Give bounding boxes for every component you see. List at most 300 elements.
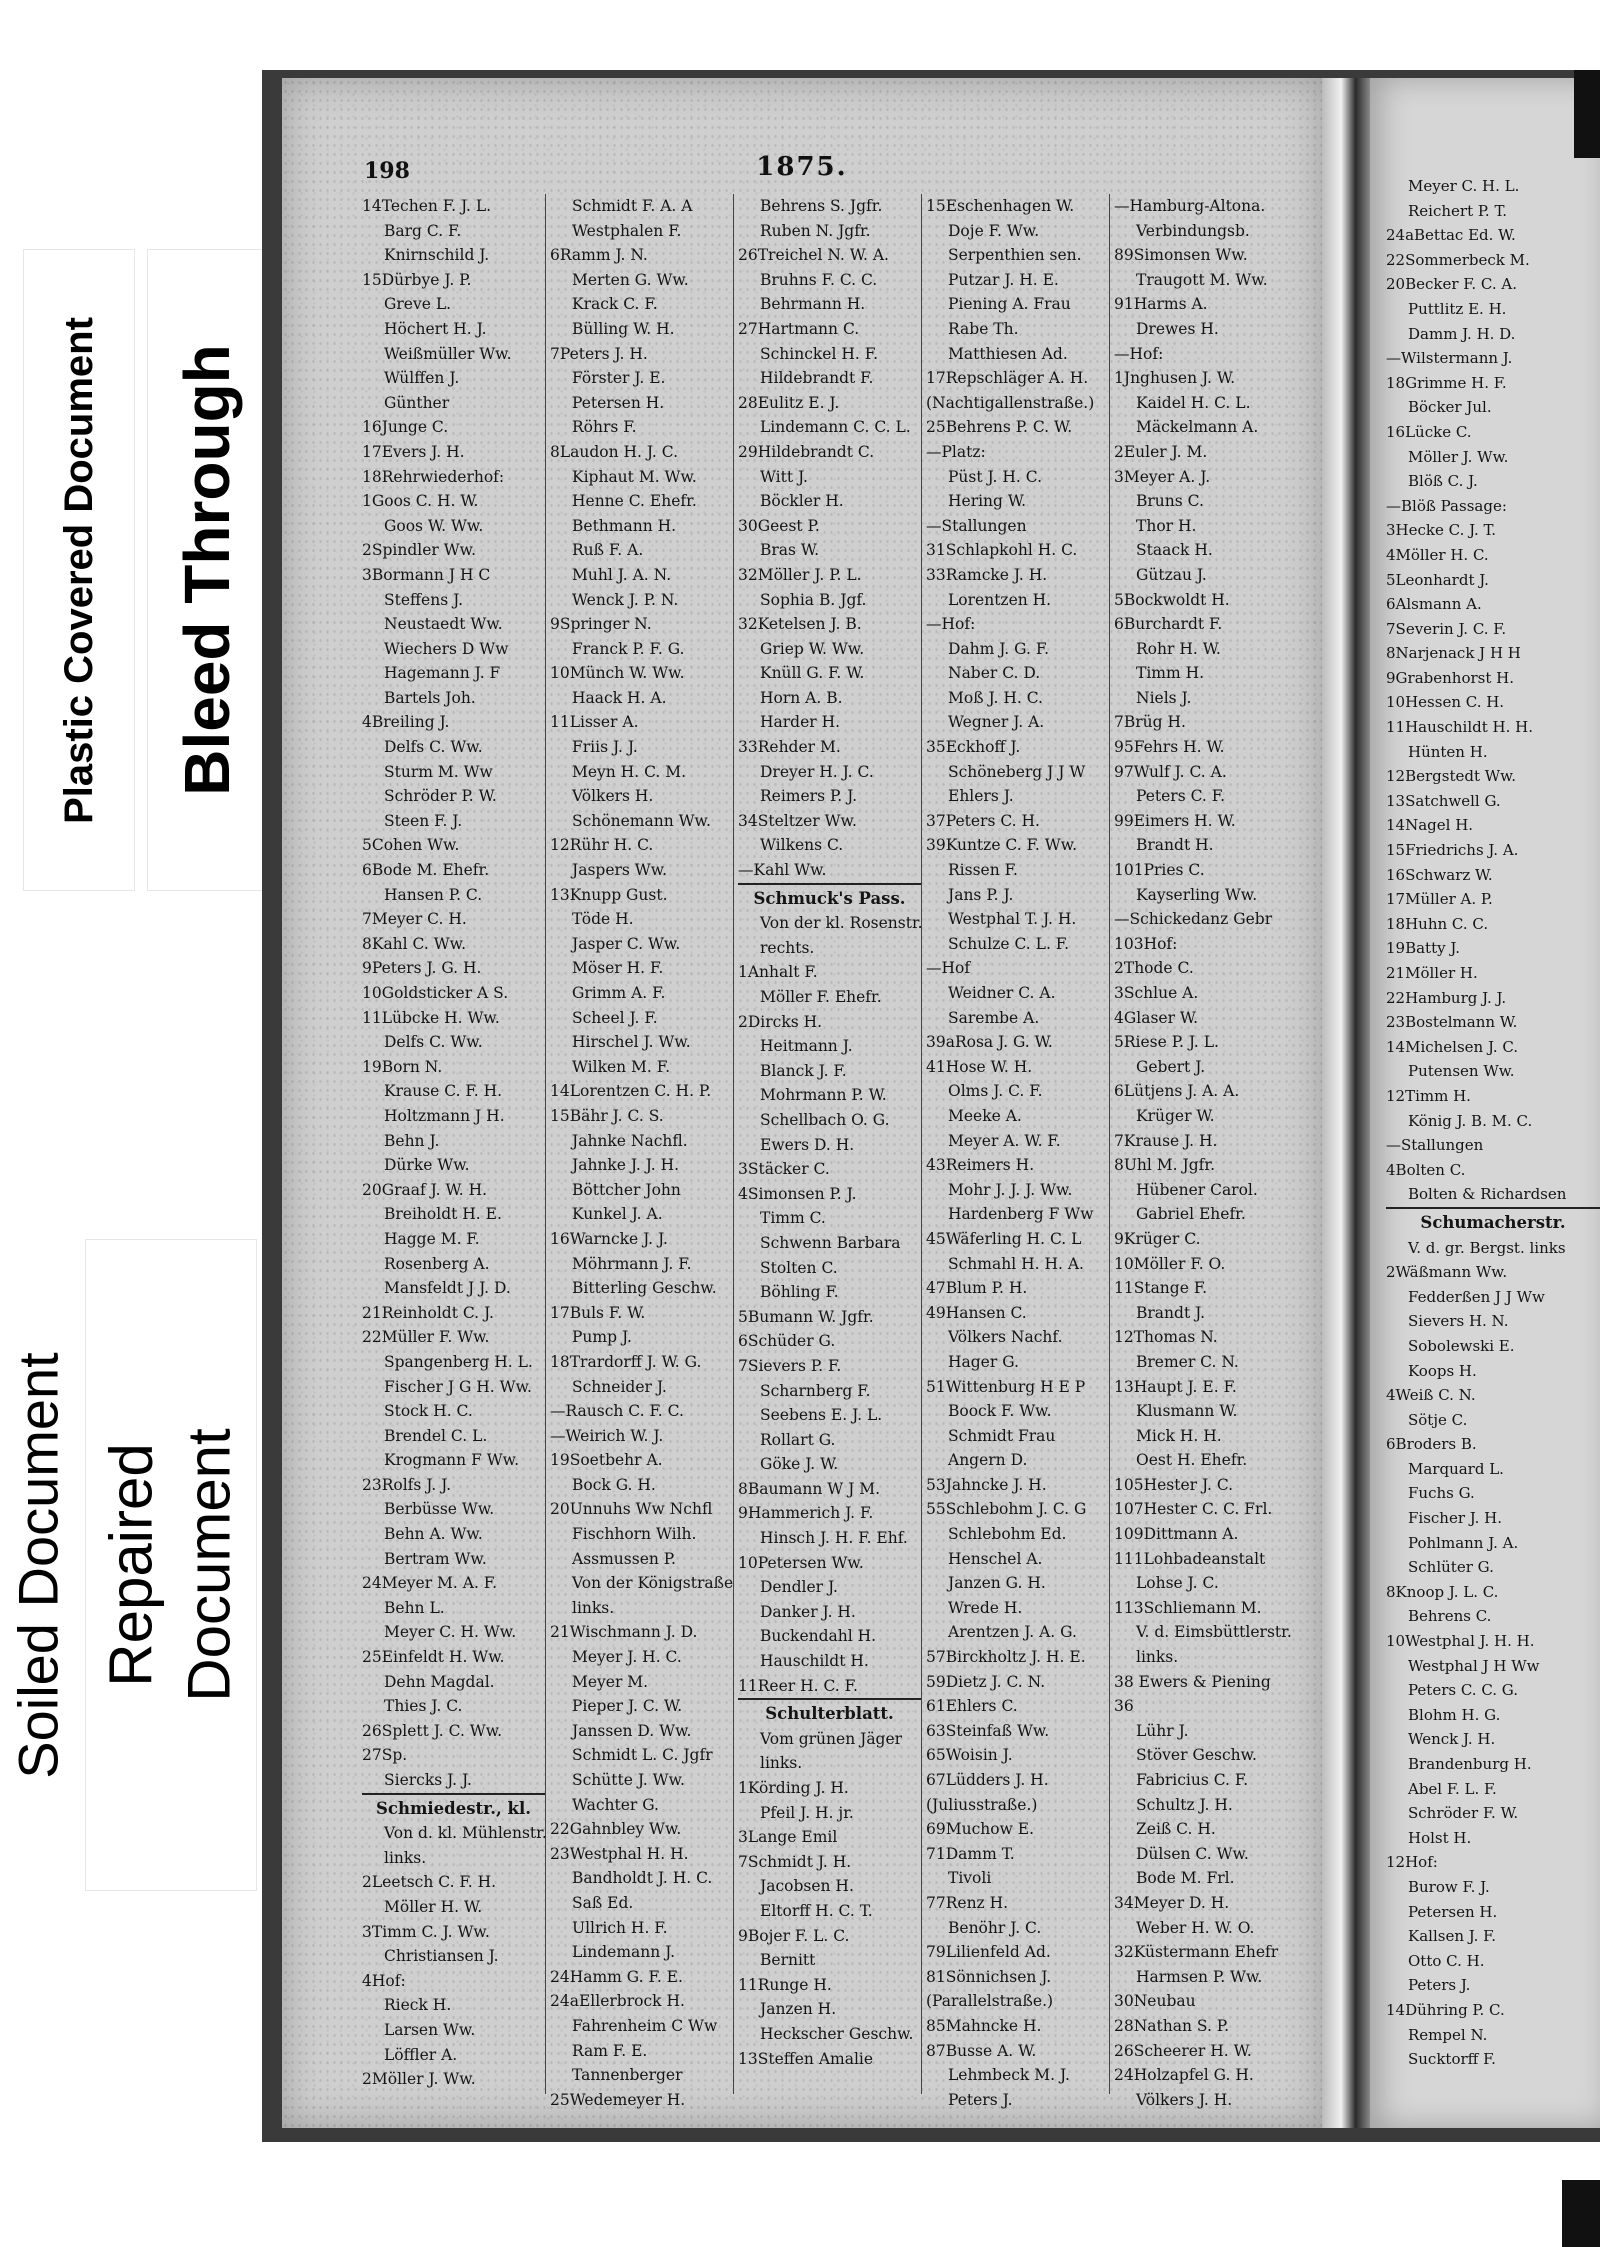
directory-entry: Rosenberg A. [384,1254,490,1273]
directory-entry: Kayserling Ww. [1136,885,1258,904]
directory-entry: 7Peters J. H. [550,344,648,363]
directory-entry: 3Meyer A. J. [1114,467,1211,486]
directory-column-5 [1114,194,1314,2109]
directory-entry: Hünten H. [1408,742,1488,761]
street-heading: Schmiedestr., kl. [362,1793,545,1822]
directory-entry: Bartels Joh. [384,688,476,707]
directory-entry: Fischhorn Wilh. [572,1525,697,1544]
directory-entry: 26Treichel N. W. A. [738,246,889,265]
directory-entry: Krogmann F Ww. [384,1451,520,1470]
directory-entry: 13Knupp Gust. [550,885,668,904]
directory-entry: Naber C. D. [948,664,1041,683]
directory-column-3 [738,194,922,2094]
directory-entry: Delfs C. Ww. [384,1033,483,1052]
directory-entry: —Hamburg-Altona. [1114,197,1266,215]
directory-entry: 97Wulf J. C. A. [1114,762,1227,781]
directory-entry: 25Behrens P. C. W. [926,418,1073,437]
directory-entry: 16Junge C. [362,418,449,437]
directory-entry: Puttlitz E. H. [1408,299,1507,318]
soiled-document-label [0,1240,76,1890]
directory-entry: Heckscher Geschw. [760,2024,914,2043]
directory-entry: Wülffen J. [384,369,460,388]
directory-entry: Fahrenheim C Ww [572,2016,718,2035]
directory-entry: Buckendahl H. [760,1627,877,1646]
directory-entry: Lorentzen H. [948,590,1052,609]
directory-entry: Griep W. Ww. [760,639,865,658]
directory-entry: Bethmann H. [572,516,677,535]
directory-entry: rechts. [760,938,815,957]
directory-entry: Grimm A. F. [572,984,666,1002]
directory-entry: Arentzen J. A. G. [948,1623,1077,1642]
directory-entry: 71Damm T. [926,1844,1015,1863]
directory-entry: 11Runge H. [738,1975,832,1994]
directory-entry: Henschel A. [948,1549,1043,1568]
directory-entry: Schröder P. W. [384,787,497,806]
directory-entry: Damm J. H. D. [1408,324,1516,343]
directory-entry: Göke J. W. [760,1455,839,1474]
directory-entry: Kaidel H. C. L. [1136,393,1251,412]
directory-entry: 61Ehlers C. [926,1697,1018,1716]
directory-entry: Peters C. C. G. [1408,1681,1519,1700]
directory-entry: 5Leonhardt J. [1386,570,1489,589]
directory-entry: 9Grabenhorst H. [1386,668,1514,687]
directory-entry: 3Timm C. J. Ww. [362,1922,490,1941]
directory-entry: 14Lorentzen C. H. P. [550,1082,712,1101]
directory-entry: Sobolewski E. [1408,1336,1515,1355]
directory-entry: Meyer A. W. F. [948,1131,1061,1150]
directory-entry: Bruhns F. C. C. [760,270,878,289]
directory-entry: 8Knoop J. L. C. [1386,1582,1499,1601]
directory-entry: Lindemann J. [572,1943,676,1962]
directory-entry: 65Woisin J. [926,1746,1013,1765]
page-year: 1875. [756,152,848,182]
directory-entry: Schmidt Frau [948,1426,1056,1445]
directory-entry: Drewes H. [1136,319,1219,338]
street-heading: Schulterblatt. [738,1698,921,1727]
street-heading: Schmuck's Pass. [738,883,921,912]
directory-entry: Brandt J. [1136,1303,1206,1322]
directory-entry: 3Hecke C. J. T. [1386,521,1497,540]
directory-entry: Böhling F. [760,1283,839,1302]
directory-entry: Lohse J. C. [1136,1574,1219,1593]
directory-entry: Ruben N. Jgfr. [760,221,871,240]
directory-entry: Wenck J. P. N. [572,590,679,609]
directory-entry: Bandholdt J. H. C. [572,1869,713,1888]
directory-entry: Berbüsse Ww. [384,1500,495,1519]
directory-entry: Janssen D. Ww. [572,1721,692,1740]
directory-entry: 7Sievers P. F. [738,1356,842,1375]
directory-entry: Reichert P. T. [1408,201,1508,220]
directory-entry: —Hof: [1114,344,1164,363]
directory-entry: —Wilstermann J. [1386,349,1513,368]
directory-entry: Kunkel J. A. [572,1205,663,1224]
directory-entry: Völkers Nachf. [948,1328,1063,1347]
directory-entry: Von d. kl. Mühlenstr. [384,1824,547,1843]
directory-entry: 20Graaf J. W. H. [362,1180,488,1199]
directory-entry: —Rausch C. F. C. [550,1402,684,1421]
directory-entry: (Nachtigallenstraße.) [926,393,1095,412]
directory-entry: Fedderßen J J Ww [1408,1287,1545,1306]
directory-entry: 15Friedrichs J. A. [1386,841,1519,860]
directory-entry: Rohr H. W. [1136,639,1221,658]
directory-entry: Mohrmann P. W. [760,1086,887,1105]
directory-entry: 6Alsmann A. [1386,595,1482,614]
directory-entry: 18Trardorff J. W. G. [550,1352,702,1371]
directory-entry: Gabriel Ehefr. [1136,1205,1246,1224]
directory-entry: 24aEllerbrock H. [550,1992,685,2011]
directory-entry: Putzar J. H. E. [948,270,1059,289]
directory-entry: 26Scheerer H. W. [1114,2041,1252,2060]
directory-entry: 12Thomas N. [1114,1328,1218,1347]
directory-entry: Otto C. H. [1408,1951,1485,1970]
directory-entry: 35Eckhoff J. [926,738,1021,757]
directory-entry: Rieck H. [384,1996,452,2015]
directory-entry: Schönemann Ww. [572,811,711,830]
directory-entry: 2Euler J. M. [1114,442,1208,461]
directory-entry: Staack H. [1136,541,1213,560]
directory-entry: 11Lisser A. [550,713,639,732]
directory-entry: 14Techen F. J. L. [362,197,492,215]
directory-entry: Janzen G. H. [948,1574,1046,1593]
directory-entry: Schröder F. W. [1408,1804,1519,1823]
directory-entry: Breiholdt H. E. [384,1205,502,1224]
directory-entry: Förster J. E. [572,369,666,388]
directory-entry: Schmidt L. C. Jgfr [572,1746,713,1765]
directory-entry: 34Steltzer Ww. [738,811,857,830]
directory-entry: Gebert J. [1136,1057,1206,1076]
directory-entry: 24Holzapfel G. H. [1114,2066,1254,2085]
directory-entry: Völkers J. H. [1136,2090,1233,2109]
directory-entry: 22Sommerbeck M. [1386,250,1530,269]
directory-entry: Bruns C. [1136,492,1204,511]
directory-entry: Hering W. [948,492,1027,511]
directory-entry: Wilkens C. [760,836,844,855]
directory-entry: Steffens J. [384,590,464,609]
directory-entry: Peters J. [948,2090,1013,2109]
directory-entry: 3Lange Emil [738,1828,838,1847]
directory-entry: 7Schmidt J. H. [738,1852,852,1871]
directory-entry: Zeiß C. H. [1136,1820,1216,1839]
directory-entry: Jaspers Ww. [572,861,668,880]
directory-entry: Delfs C. Ww. [384,738,483,757]
directory-entry: 2Wäßmann Ww. [1386,1263,1508,1282]
directory-entry: Olms J. C. F. [948,1082,1043,1101]
directory-entry: Bertram Ww. [384,1549,487,1568]
directory-column-4 [926,194,1110,2109]
directory-entry: Wrede H. [948,1598,1023,1617]
directory-entry: 15Bähr J. C. S. [550,1106,664,1125]
directory-entry: Von der Königstraße [572,1574,734,1593]
directory-entry: Schultz J. H. [1136,1795,1233,1814]
directory-entry: Putensen Ww. [1408,1062,1515,1081]
directory-entry: Behn L. [384,1598,445,1617]
directory-entry: Sievers H. N. [1408,1312,1509,1331]
directory-entry: Höchert H. J. [384,319,487,338]
directory-entry: Ehlers J. [948,787,1014,806]
directory-entry: 8Uhl M. Jgfr. [1114,1156,1216,1175]
directory-entry: 21Möller H. [1386,964,1478,982]
directory-entry: Bitterling Geschw. [572,1279,717,1298]
plastic-covered-label [24,250,134,890]
directory-entry: Piening A. Frau [948,295,1071,314]
directory-entry: 19Batty J. [1386,939,1460,958]
soiled-document-text: Soiled Document [6,1351,70,1779]
directory-entry: Eltorff H. C. T. [760,1901,873,1920]
directory-entry: 17Müller A. P. [1386,890,1493,909]
directory-entry: Serpenthien sen. [948,246,1082,265]
directory-entry: 10Möller F. O. [1114,1254,1226,1273]
directory-entry: 26Splett J. C. Ww. [362,1721,503,1740]
directory-entry: 4Weiß C. N. [1386,1386,1476,1405]
directory-entry: —Hof: [926,615,976,634]
directory-entry: 12Timm H. [1386,1086,1471,1105]
directory-entry: Hübener Carol. [1136,1180,1258,1199]
directory-entry: —Stallungen [1386,1136,1484,1155]
directory-entry: 77Renz H. [926,1893,1009,1912]
directory-entry: Wenck J. H. [1408,1730,1496,1749]
directory-entry: 17Evers J. H. [362,442,465,461]
directory-entry: Behn J. [384,1131,440,1150]
directory-entry: Fuchs G. [1408,1484,1475,1503]
directory-entry: —Hof [926,959,971,978]
directory-entry: Scharnberg F. [760,1381,871,1400]
directory-entry: 6Bode M. Ehefr. [362,861,490,880]
directory-entry: Hauschildt H. [760,1652,869,1671]
directory-entry: 17Repschläger A. H. [926,369,1089,388]
directory-entry: Jacobsen H. [760,1877,854,1896]
directory-entry: 43Reimers H. [926,1156,1035,1175]
directory-entry: Ullrich H. F. [572,1918,668,1937]
directory-entry: Rollart G. [760,1430,836,1449]
directory-entry: Hansen P. C. [384,885,483,904]
directory-entry: Henne C. Ehefr. [572,492,697,511]
directory-entry: 2Leetsch C. F. H. [362,1873,497,1892]
directory-entry: 2Spindler Ww. [362,541,477,560]
directory-entry: Völkers H. [572,787,654,806]
page-header [282,152,1322,198]
directory-entry: 7Krause J. H. [1114,1131,1218,1150]
directory-entry: 17Buls F. W. [550,1303,646,1322]
directory-entry: 9Peters J. G. H. [362,959,482,978]
directory-entry: —Kahl Ww. [738,861,827,880]
right-page-column [1386,174,1600,2094]
directory-entry: Ram F. E. [572,2041,648,2060]
directory-entry: 39Kuntze C. F. Ww. [926,836,1078,855]
directory-entry: 30Geest P. [738,516,820,535]
directory-entry: Moß J. H. C. [948,688,1043,707]
directory-entry: (Parallelstraße.) [926,1992,1054,2011]
directory-entry: Brandt H. [1136,836,1214,855]
directory-entry: 33Ramcke J. H. [926,565,1048,584]
directory-entry: Danker J. H. [760,1602,856,1621]
directory-entry: Blohm H. G. [1408,1705,1501,1724]
directory-entry: 31Schlapkohl H. C. [926,541,1078,560]
directory-entry: Günther [384,393,450,412]
directory-entry: Sophia B. Jgf. [760,590,867,609]
directory-entry: Doje F. Ww. [948,221,1040,240]
directory-entry: Ewers D. H. [760,1135,855,1154]
directory-entry: Stock H. C. [384,1402,473,1421]
directory-entry: 33Rehder M. [738,738,841,757]
directory-entry: Heitmann J. [760,1037,853,1056]
directory-entry: Dehn Magdal. [384,1672,495,1691]
directory-entry: 11Lübcke H. Ww. [362,1008,500,1027]
directory-entry: Westphalen F. [572,221,682,240]
directory-entry: Tannenberger [572,2066,683,2085]
directory-entry: 3Stäcker C. [738,1160,830,1179]
directory-entry: 13Steffen Amalie [738,2049,874,2068]
directory-entry: Schinckel H. F. [760,344,878,363]
directory-entry: 4Simonsen P. J. [738,1184,857,1203]
directory-entry: 10Petersen Ww. [738,1553,864,1572]
directory-entry: 20Unnuhs Ww Nchfl [550,1500,713,1519]
directory-entry: 32Möller J. P. L. [738,565,862,584]
directory-entry: 101Pries C. [1114,861,1205,880]
directory-entry: Wiechers D Ww [384,639,509,658]
directory-entry: 38 Ewers & Piening [1114,1672,1271,1691]
directory-entry: Pieper J. C. W. [572,1697,683,1716]
directory-entry: Bras W. [760,541,820,560]
directory-entry: Holtzmann J H. [384,1106,505,1125]
directory-entry: Verbindungsb. [1136,221,1250,240]
directory-entry: Jahnke J. J. H. [572,1156,680,1175]
directory-entry: Behrens S. Jgfr. [760,197,883,215]
directory-entry: 5Bockwoldt H. [1114,590,1230,609]
directory-entry: Muhl J. A. N. [572,565,672,584]
directory-entry: 16Warncke J. J. [550,1229,668,1248]
directory-entry: 21Reinholdt C. J. [362,1303,494,1322]
directory-entry: 8Narjenack J H H [1386,644,1521,663]
directory-entry: Benöhr J. C. [948,1918,1042,1937]
directory-entry: 81Sönnichsen J. [926,1967,1052,1986]
directory-entry: Weidner C. A. [948,984,1056,1002]
directory-entry: 51Wittenburg H E P [926,1377,1086,1396]
directory-entry: Dreyer H. J. C. [760,762,874,781]
directory-entry: 19Soetbehr A. [550,1451,663,1470]
directory-entry: Meyn H. C. M. [572,762,687,781]
plastic-covered-text: Plastic Covered Document [56,316,101,824]
directory-column-2 [550,194,734,2109]
directory-entry: V. d. Eimsbüttlerstr. [1136,1623,1292,1642]
directory-entry: 15Dürbye J. P. [362,270,472,289]
directory-entry: Abel F. L. F. [1408,1779,1497,1798]
directory-entry: 22Hamburg J. J. [1386,988,1507,1007]
directory-entry: Boock F. Ww. [948,1402,1052,1421]
directory-entry: Röhrs F. [572,418,637,437]
directory-entry: Möller H. W. [384,1897,483,1916]
directory-entry: Harmsen P. Ww. [1136,1967,1263,1986]
directory-entry: Fischer J. H. [1408,1509,1503,1528]
directory-entry: Lehmbeck M. J. [948,2066,1070,2085]
directory-entry: Koops H. [1408,1361,1477,1380]
directory-entry: Dendler J. [760,1578,838,1597]
directory-entry: 4Glaser W. [1114,1008,1199,1027]
directory-entry: 10Münch W. Ww. [550,664,685,683]
directory-entry: 2Thode C. [1114,959,1194,978]
directory-entry: 18Huhn C. C. [1386,914,1489,933]
directory-entry: 47Blum P. H. [926,1279,1028,1298]
directory-entry: 4Bolten C. [1386,1160,1466,1179]
directory-entry: 3Bormann J H C [362,565,491,584]
directory-entry: 111Lohbadeanstalt [1114,1549,1266,1568]
directory-entry: 25Wedemeyer H. [550,2090,686,2109]
directory-entry: Haack H. A. [572,688,667,707]
directory-entry: Meyer C. H. L. [1408,177,1520,195]
directory-entry: 4Breiling J. [362,713,450,732]
directory-entry: Wachter G. [572,1795,659,1814]
directory-entry: Bolten & Richardsen [1408,1185,1567,1204]
directory-entry: 5Cohen Ww. [362,836,460,855]
directory-entry: Sturm M. Ww [384,762,493,781]
directory-entry: 1Jnghusen J. W. [1114,369,1235,388]
directory-entry: Hildebrandt F. [760,369,874,388]
directory-entry: Schmahl H. H. A. [948,1254,1084,1273]
directory-entry: 37Peters C. H. [926,811,1040,830]
directory-entry: Bremer C. N. [1136,1352,1239,1371]
directory-entry: 13Haupt J. E. F. [1114,1377,1237,1396]
directory-entry: 6Ramm J. N. [550,246,648,265]
directory-entry: Brandenburg H. [1408,1755,1532,1773]
directory-entry: Rissen F. [948,861,1018,880]
directory-entry: 109Dittmann A. [1114,1525,1239,1544]
directory-entry: Meyer M. [572,1672,649,1691]
directory-entry: Kallsen J. F. [1408,1927,1496,1946]
directory-entry: Hinsch J. H. F. Ehf. [760,1529,908,1548]
directory-entry: 6Burchardt F. [1114,615,1223,634]
directory-entry: Janzen H. [760,2000,837,2019]
directory-entry: Reimers P. J. [760,787,858,806]
directory-entry: Spangenberg H. L. [384,1352,533,1371]
directory-entry: 2Dircks H. [738,1012,823,1031]
directory-entry: 103Hof: [1114,934,1178,953]
directory-entry: Greve L. [384,295,452,314]
directory-entry: Fabricius C. F. [1136,1771,1249,1789]
directory-entry: Marquard L. [1408,1459,1504,1478]
directory-entry: Bülling W. H. [572,319,675,338]
directory-entry: 1Anhalt F. [738,963,818,982]
directory-entry: 9Krüger C. [1114,1229,1201,1248]
directory-entry: Sarembe A. [948,1008,1040,1027]
directory-entry: Goos W. Ww. [384,516,484,535]
directory-entry: Pump J. [572,1328,632,1347]
directory-entry: Möller F. Ehefr. [760,988,882,1006]
directory-entry: Rabe Th. [948,319,1019,338]
directory-entry: 10Goldsticker A S. [362,984,509,1002]
directory-entry: 12Hof: [1386,1853,1438,1872]
directory-entry: Witt J. [760,467,808,486]
directory-entry: Pohlmann J. A. [1408,1533,1519,1552]
directory-entry: Knüll G. F. W. [760,664,865,683]
directory-entry: Mohr J. J. J. Ww. [948,1180,1073,1199]
directory-entry: 29Hildebrandt C. [738,442,875,461]
directory-entry: Möser H. F. [572,959,664,978]
scanned-book [262,70,1600,2142]
directory-entry: Angern D. [948,1451,1028,1470]
directory-entry: 57Birckholtz J. H. E. [926,1648,1086,1667]
directory-entry: Schütte J. Ww. [572,1771,685,1789]
directory-entry: 7Brüg H. [1114,713,1186,732]
directory-entry: 27Sp. [362,1746,408,1765]
directory-entry: 7Meyer C. H. [362,910,467,929]
directory-entry: Matthiesen Ad. [948,344,1068,363]
directory-entry: Schlüter G. [1408,1558,1494,1577]
directory-entry: Timm H. [1136,664,1205,683]
directory-entry: Hagge M. F. [384,1229,480,1248]
directory-entry: Schlebohm Ed. [948,1525,1067,1544]
directory-entry: Mansfeldt J J. D. [384,1279,511,1298]
directory-entry: Püst J. H. C. [948,467,1042,486]
directory-entry: Sucktorff F. [1408,2050,1496,2069]
